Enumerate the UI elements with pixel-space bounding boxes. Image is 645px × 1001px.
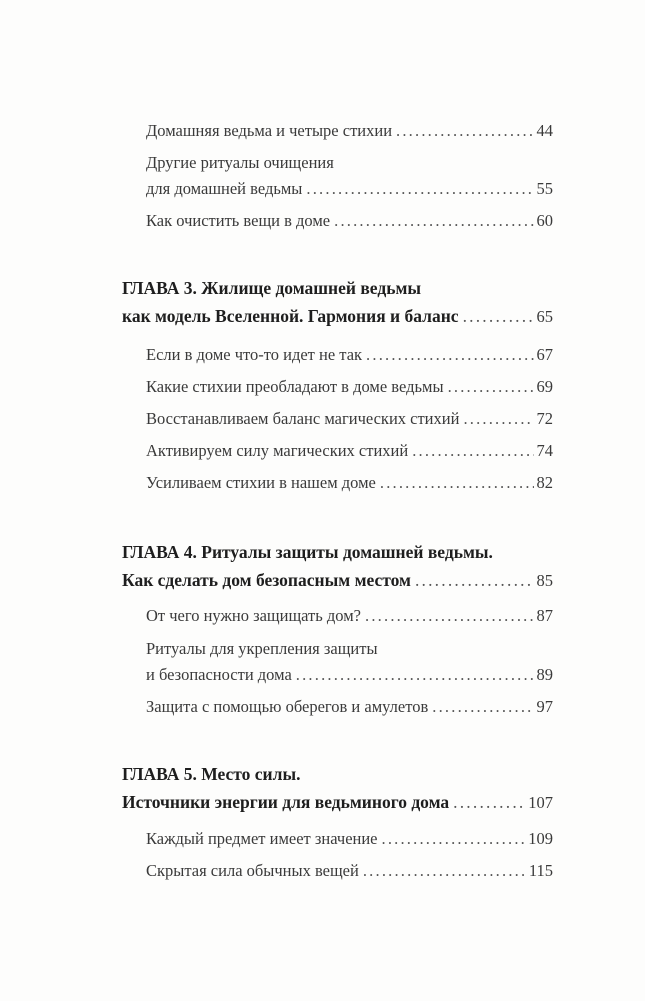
leader-dots [412,438,533,464]
leader-dots [396,118,533,144]
toc-entry[interactable] [146,858,553,884]
entry-title: Защита с помощью оберегов и амулетов [146,697,429,716]
chapter-title-line: ГЛАВА 5. Место силы. [122,764,301,784]
toc-entry[interactable] [146,470,553,496]
entry-title: Какие стихии преобладают в доме ведьмы [146,377,444,396]
toc-entry[interactable] [146,603,553,629]
chapter-heading[interactable] [122,760,553,817]
leader-dots [463,302,534,330]
page-number: 107 [528,793,553,812]
leader-dots [382,826,526,852]
leader-dots [453,788,525,816]
leader-dots [415,566,534,594]
entry-title-line: Ритуалы для укрепления защиты [146,639,378,658]
entry-title: Каждый предмет имеет значение [146,829,378,848]
leader-dots [380,470,534,496]
leader-dots [363,858,526,884]
leader-dots [365,603,533,629]
page-number: 60 [536,211,553,230]
entry-title: Активируем силу магических стихий [146,441,409,460]
page-number: 87 [536,606,553,625]
toc-entry[interactable] [146,118,553,144]
page-number: 109 [528,829,553,848]
entry-title: для домашней ведьмы [146,179,303,198]
page-number: 67 [536,345,553,364]
page-number: 82 [536,473,553,492]
entry-title: Как очистить вещи в доме [146,211,331,230]
page-number: 55 [536,179,553,198]
entry-title: Усиливаем стихии в нашем доме [146,473,376,492]
page-number: 85 [536,571,553,590]
toc-entry[interactable] [146,150,553,202]
toc-entry[interactable] [146,342,553,368]
entry-title: Домашняя ведьма и четыре стихии [146,121,393,140]
page-number: 115 [528,861,553,880]
toc-entry[interactable] [146,374,553,400]
leader-dots [432,694,533,720]
chapter-title-line: ГЛАВА 3. Жилище домашней ведьмы [122,278,422,298]
toc-entry[interactable] [146,406,553,432]
leader-dots [463,406,533,432]
page-number: 89 [536,665,553,684]
leader-dots [334,208,533,234]
entry-title: Восстанавливаем баланс магических стихий [146,409,460,428]
toc-entry[interactable] [146,694,553,720]
page-number: 65 [536,307,553,326]
page-number: 74 [536,441,553,460]
entry-title: От чего нужно защищать дом? [146,606,362,625]
chapter-title-line: ГЛАВА 4. Ритуалы защиты домашней ведьмы. [122,542,493,562]
chapter-heading[interactable] [122,538,553,595]
chapter-title: как модель Вселенной. Гармония и баланс [122,306,459,326]
page-number: 97 [536,697,553,716]
entry-title: и безопасности дома [146,665,292,684]
toc-entry[interactable] [146,826,553,852]
toc-entry[interactable] [146,208,553,234]
entry-title-line: Другие ритуалы очищения [146,153,334,172]
chapter-title: Источники энергии для ведьминого дома [122,792,450,812]
entry-title: Если в доме что-то идет не так [146,345,363,364]
page-number: 72 [536,409,553,428]
leader-dots [296,662,534,688]
toc-entry[interactable] [146,636,553,688]
leader-dots [306,176,533,202]
entry-title: Скрытая сила обычных вещей [146,861,359,880]
page-number: 69 [536,377,553,396]
leader-dots [366,342,533,368]
chapter-title: Как сделать дом безопасным местом [122,570,411,590]
toc-entry[interactable] [146,438,553,464]
page-number: 44 [536,121,553,140]
chapter-heading[interactable] [122,274,553,331]
leader-dots [448,374,534,400]
